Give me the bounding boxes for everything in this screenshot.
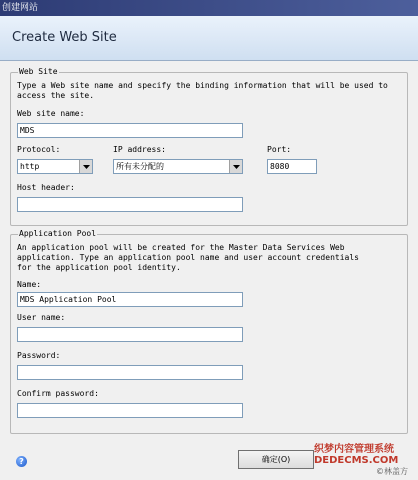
host-header-input[interactable] [17,197,243,212]
web-site-description-line1: Type a Web site name and specify the binding information that will be used to [17,81,388,90]
chevron-down-icon[interactable] [229,160,242,173]
dialog-header [0,16,418,61]
watermark-line3: ©林盖方 [376,467,408,476]
watermark-line1: 织梦内容管理系统 [314,444,394,455]
web-site-description-line2: access the site. [17,91,95,100]
watermark [314,444,414,478]
port-label: Port: [267,145,292,154]
window-titlebar [0,0,418,16]
app-pool-description-line1: An application pool will be created for the Master Data Services Web [17,243,345,252]
user-name-label: User name: [17,313,66,322]
web-site-name-input[interactable]: MDS [17,123,243,138]
protocol-select[interactable] [17,159,93,174]
host-header-label: Host header: [17,183,75,192]
port-input[interactable]: 8080 [267,159,317,174]
confirm-password-input[interactable] [17,403,243,418]
chevron-down-icon[interactable] [79,160,92,173]
password-label: Password: [17,351,61,360]
protocol-select-value: http [20,162,40,171]
web-site-legend: Web Site [19,67,58,76]
ok-button[interactable]: 确定(O) [238,450,314,469]
app-pool-description-line2: application. Type an application pool name and user account credentials [17,253,359,262]
protocol-label: Protocol: [17,145,61,154]
app-pool-description-line3: for the application pool identity. [17,263,181,272]
web-site-group [10,67,408,226]
app-pool-name-input[interactable]: MDS Application Pool [17,292,243,307]
ip-address-select[interactable] [113,159,243,174]
app-pool-name-label: Name: [17,280,42,289]
watermark-line2: DEDECMS.COM [314,455,399,466]
help-icon[interactable]: ? [16,456,27,467]
ip-address-select-value: 所有未分配的 [116,162,164,171]
application-pool-group [10,229,408,434]
window-title: 创建网站 [2,3,39,13]
page-title: Create Web Site [12,30,117,45]
user-name-input[interactable] [17,327,243,342]
password-input[interactable] [17,365,243,380]
confirm-password-label: Confirm password: [17,389,99,398]
web-site-name-label: Web site name: [17,109,85,118]
ip-address-label: IP address: [113,145,166,154]
application-pool-legend: Application Pool [19,229,97,238]
